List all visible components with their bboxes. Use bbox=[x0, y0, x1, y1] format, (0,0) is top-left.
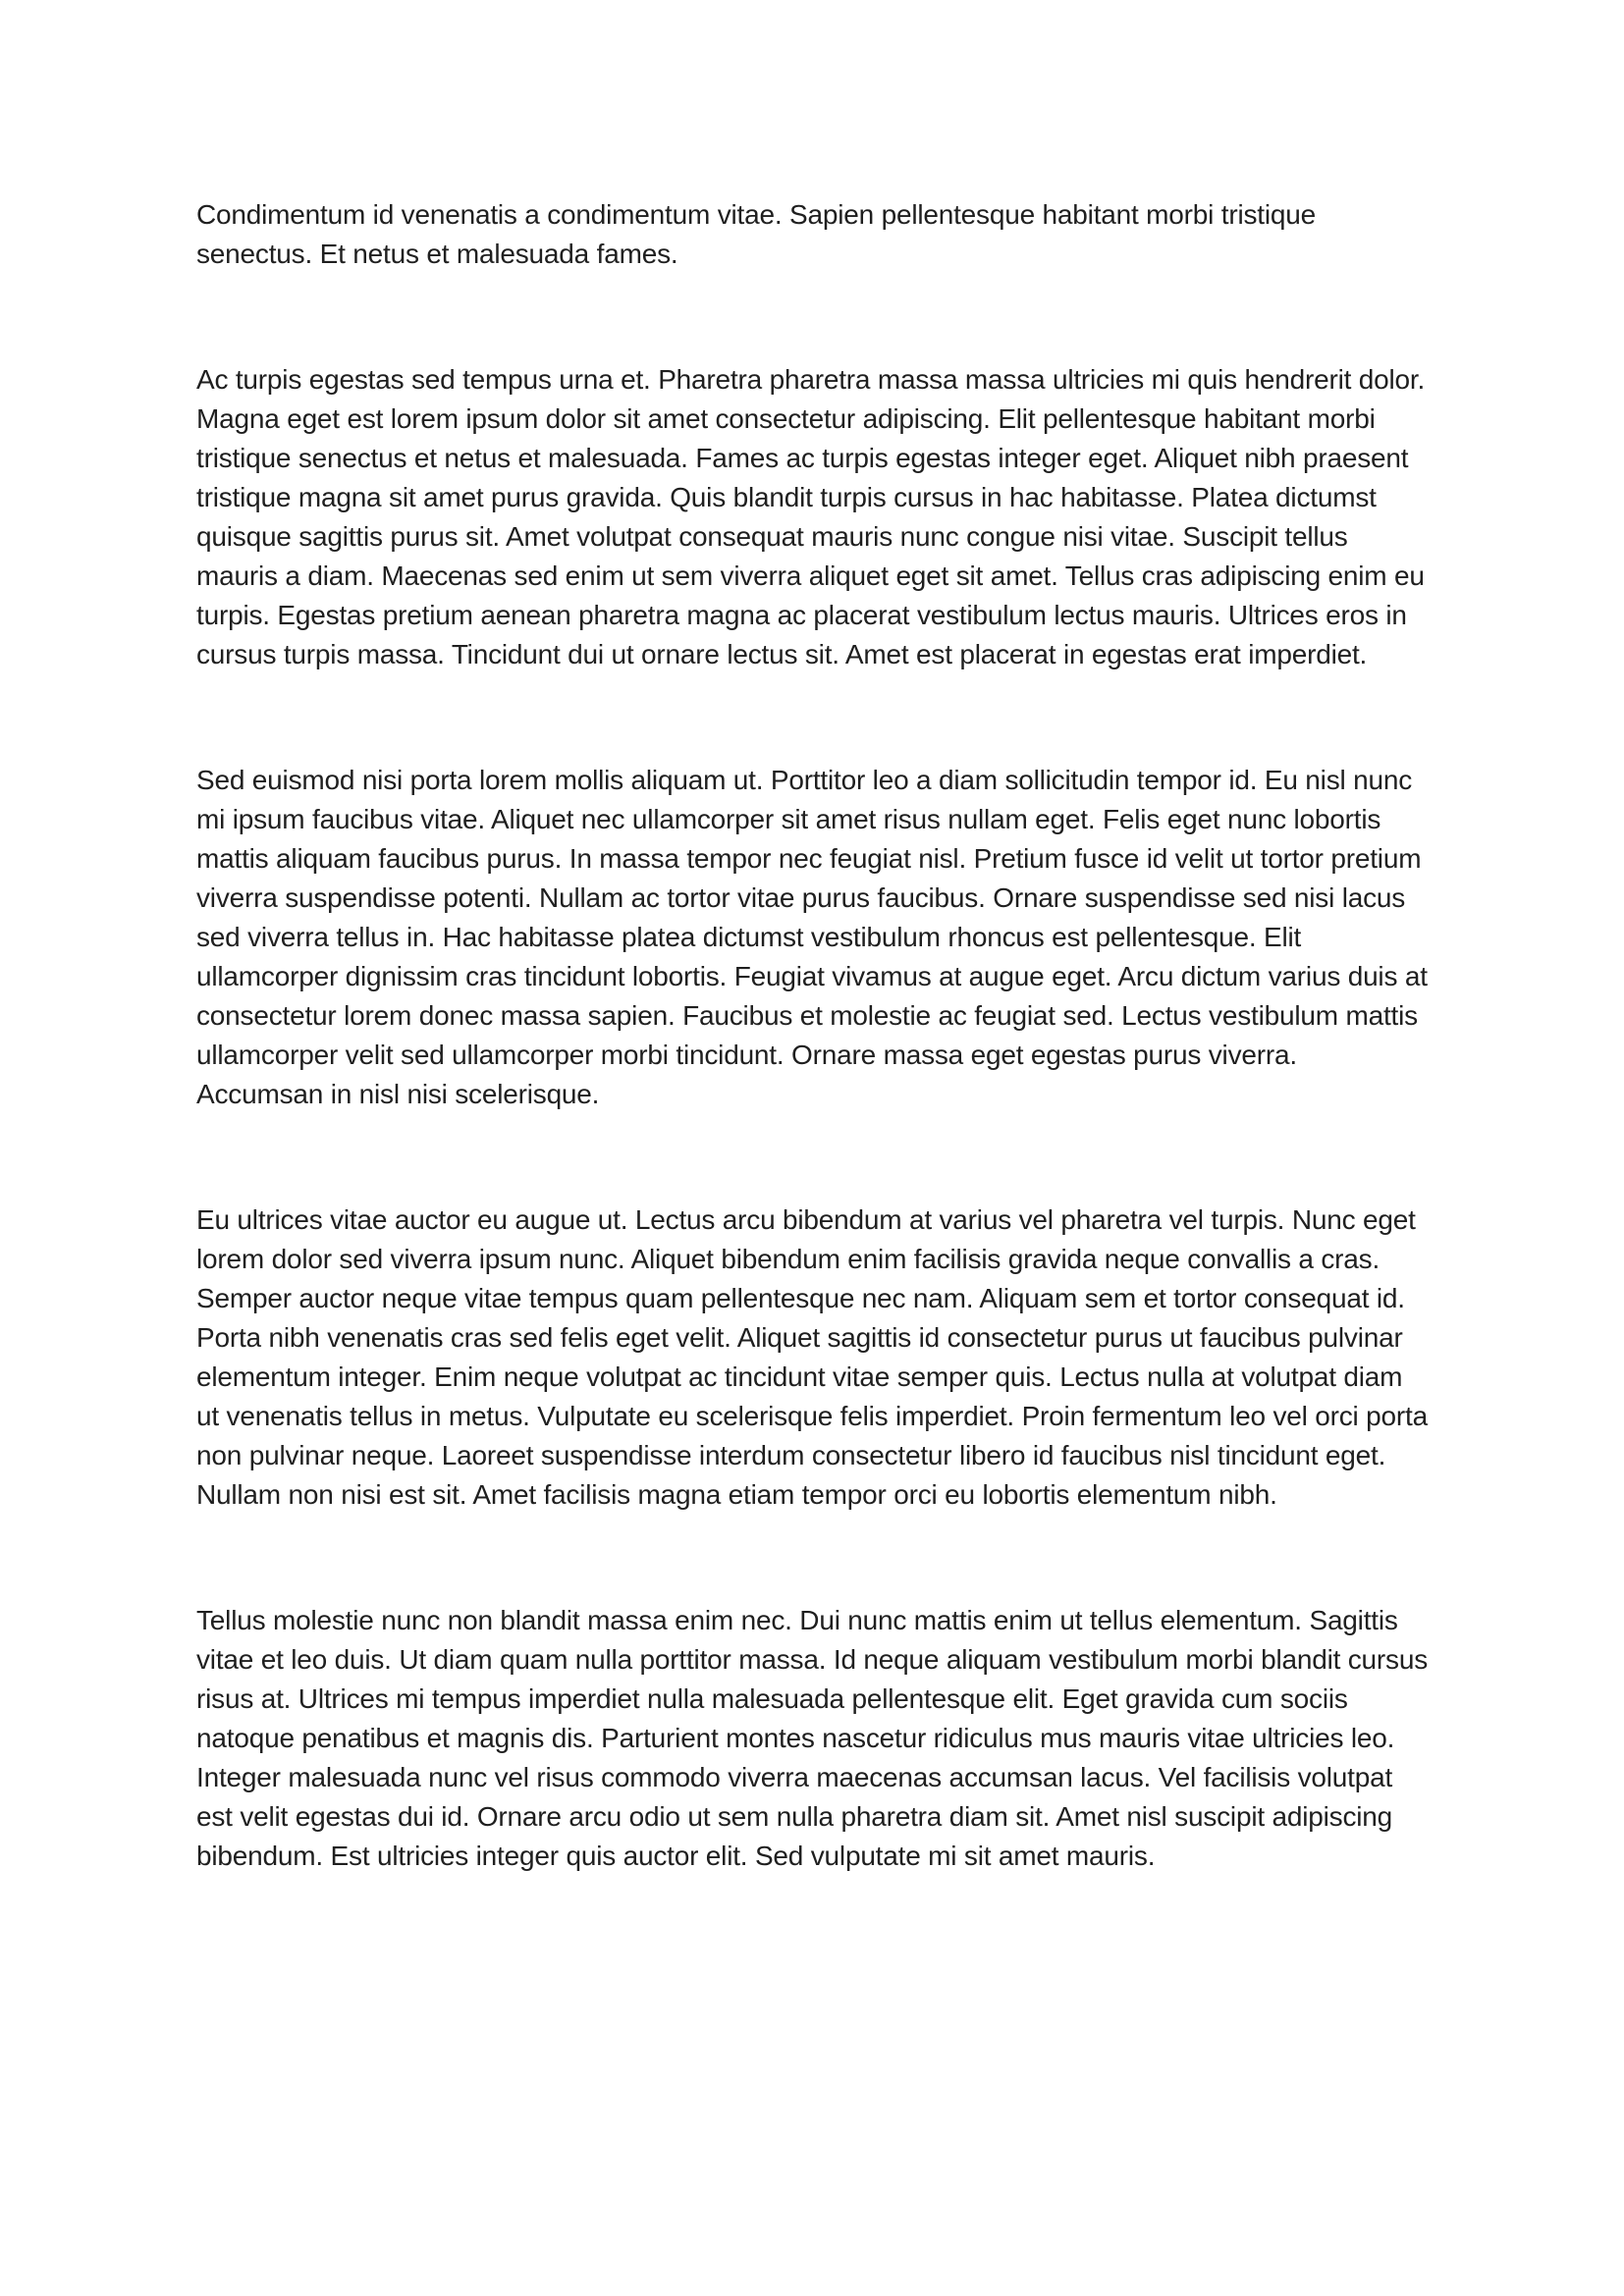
paragraph-5: Tellus molestie nunc non blandit massa enim nec. Dui nunc mattis enim ut tellus elementum. Sagittis vitae et leo duis. Ut diam quam nulla porttitor massa. Id neque aliquam vestibulum morbi blandit cursus risus at. Ultrices mi tempus imperdiet nulla malesuada pellentesque elit. Eget gravida cum sociis natoque penatibus et magnis dis. Parturient montes nascetur ridiculus mus mauris vitae ultricies leo. Integer malesuada nunc vel risus commodo viverra maecenas accumsan lacus. Vel facilisis volutpat est velit egestas dui id. Ornare arcu odio ut sem nulla pharetra diam sit. Amet nisl suscipit adipiscing bibendum. Est ultricies integer quis auctor elit. Sed vulputate mi sit amet mauris. bbox=[196, 1605, 1429, 1871]
document-text-body bbox=[196, 195, 1430, 1962]
paragraph-2: Ac turpis egestas sed tempus urna et. Pharetra pharetra massa massa ultricies mi quis hendrerit dolor. Magna eget est lorem ipsum dolor sit amet consectetur adipiscing. Elit pellentesque habitant morbi tristique senectus et netus et malesuada. Fames ac turpis egestas integer eget. Aliquet nibh praesent tristique magna sit amet purus gravida. Quis blandit turpis cursus in hac habitasse. Platea dictumst quisque sagittis purus sit. Amet volutpat consequat mauris nunc congue nisi vitae. Suscipit tellus mauris a diam. Maecenas sed enim ut sem viverra aliquet eget sit amet. Tellus cras adipiscing enim eu turpis. Egestas pretium aenean pharetra magna ac placerat vestibulum lectus mauris. Ultrices eros in cursus turpis massa. Tincidunt dui ut ornare lectus sit. Amet est placerat in egestas erat imperdiet. bbox=[196, 364, 1426, 669]
paragraph-1: Condimentum id venenatis a condimentum vitae. Sapien pellentesque habitant morbi tristique senectus. Et netus et malesuada fames. bbox=[196, 199, 1317, 269]
paragraph-3: Sed euismod nisi porta lorem mollis aliquam ut. Porttitor leo a diam sollicitudin tempor id. Eu nisl nunc mi ipsum faucibus vitae. Aliquet nec ullamcorper sit amet risus nullam eget. Felis eget nunc lobortis mattis aliquam faucibus purus. In massa tempor nec feugiat nisl. Pretium fusce id velit ut tortor pretium viverra suspendisse potenti. Nullam ac tortor vitae purus faucibus. Ornare suspendisse sed nisi lacus sed viverra tellus in. Hac habitasse platea dictumst vestibulum rhoncus est pellentesque. Elit ullamcorper dignissim cras tincidunt lobortis. Feugiat vivamus at augue eget. Arcu dictum varius duis at consectetur lorem donec massa sapien. Faucibus et molestie ac feugiat sed. Lectus vestibulum mattis ullamcorper velit sed ullamcorper morbi tincidunt. Ornare massa eget egestas purus viverra. Accumsan in nisl nisi scelerisque. bbox=[196, 765, 1428, 1109]
paragraph-4: Eu ultrices vitae auctor eu augue ut. Lectus arcu bibendum at varius vel pharetra vel turpis. Nunc eget lorem dolor sed viverra ipsum nunc. Aliquet bibendum enim facilisis gravida neque convallis a cras. Semper auctor neque vitae tempus quam pellentesque nec nam. Aliquam sem et tortor consequat id. Porta nibh venenatis cras sed felis eget velit. Aliquet sagittis id consectetur purus ut faucibus pulvinar elementum integer. Enim neque volutpat ac tincidunt vitae semper quis. Lectus nulla at volutpat diam ut venenatis tellus in metus. Vulputate eu scelerisque felis imperdiet. Proin fermentum leo vel orci porta non pulvinar neque. Laoreet suspendisse interdum consectetur libero id faucibus nisl tincidunt eget. Nullam non nisi est sit. Amet facilisis magna etiam tempor orci eu lobortis elementum nibh. bbox=[196, 1204, 1428, 1510]
